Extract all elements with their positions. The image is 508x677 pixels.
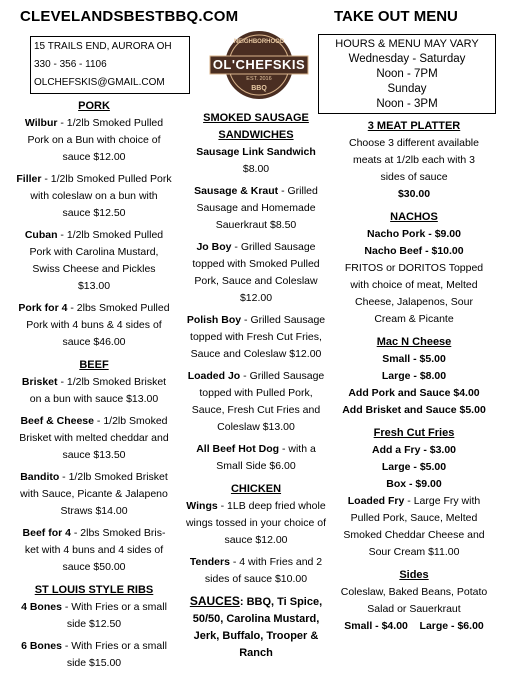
menu-item: All Beef Hot Dog - with a Small Side $6.00 [196,443,316,472]
contact-box [30,36,190,94]
sausage-heading: SMOKED SAUSAGE SANDWICHES [203,112,309,141]
ribs-heading: ST LOUIS STYLE RIBS [34,584,154,596]
menu-item: Bandito - 1/2lb Smoked Brisket with Sauce, Picante & Jalapeno Straws $14.00 [20,471,168,517]
mac-add-pork: Add Pork and Sauce $4.00 [348,387,480,399]
sides-desc: Coleslaw, Baked Beans, Potato Salad or Sauerkraut [340,586,488,615]
menu-item: Sausage & Kraut - Grilled Sausage and Homemade Sauerkraut $8.50 [194,185,318,231]
sides-prices [340,618,488,635]
chicken-heading: CHICKEN [230,483,282,495]
platter-heading: 3 MEAT PLATTER [367,120,461,132]
hours-title: HOURS & MENU MAY VARY [335,38,479,50]
menu-item: Jo Boy - Grilled Sausage topped with Smoked Pulled Pork, Sauce and Coleslaw $12.00 [192,241,320,304]
menu-item: Beef & Cheese - 1/2lb Smoked Brisket with melted cheddar and sauce $13.50 [19,415,169,461]
hours-box [318,34,496,114]
pork-heading: PORK [78,100,110,112]
sauces [184,593,328,662]
sides-large: Large - $6.00 [419,620,484,632]
middle-column [184,110,328,667]
email: OLCHEFSKIS@GMAIL.COM [34,77,165,88]
address: 15 TRAILS END, AURORA OH [34,41,172,52]
right-column [340,118,488,635]
sauces-heading: SAUCES [189,594,240,608]
menu-item: 6 Bones - With Fries or a small side $15.00 [21,640,167,669]
fries-box: Box - $9.00 [386,478,442,490]
mac-small: Small - $5.00 [382,353,446,365]
menu-item: Filler - 1/2lb Smoked Pulled Pork with coleslaw on a bun with sauce $12.50 [16,173,172,219]
menu-item: Tenders - 4 with Fries and 2 sides of sauce $10.00 [189,556,323,585]
menu-item: 4 Bones - With Fries or a small side $12.50 [21,601,167,630]
logo-est-text: EST. 2016 [246,76,272,82]
menu-item: Sausage Link Sandwich $8.00 [196,146,316,175]
sauces-list: : BBQ, Ti Spice, 50/50, Carolina Mustard, Jerk, Buffalo, Trooper & Ranch [192,596,323,659]
menu-item: Brisket - 1/2lb Smoked Brisket on a bun with sauce $13.00 [21,376,167,405]
platter-price: $30.00 [397,188,431,200]
nachos-heading: NACHOS [390,211,438,223]
macncheese-heading: Mac N Cheese [376,336,452,348]
fries-add: Add a Fry - $3.00 [371,444,457,456]
platter-desc: Choose 3 different available meats at 1/2lb each with 3 sides of sauce [349,137,479,183]
menu-item: Cuban - 1/2lb Smoked Pulled Pork with Carolina Mustard, Swiss Cheese and Pickles $13.00 [24,229,164,292]
logo-main-text: OL'CHEFSKIS [212,57,306,72]
nachos-desc: FRITOS or DORITOS Topped with choice of meat, Melted Cheese, Jalapenos, Sour Cream & Picante [344,262,484,325]
left-column [16,98,172,677]
logo-top-text: NEIGHBORHOOD [233,39,285,45]
fries-large: Large - $5.00 [381,461,447,473]
mac-large: Large - $8.00 [381,370,447,382]
logo [208,30,310,100]
hours-line: Sunday [387,83,427,95]
beef-heading: BEEF [79,359,109,371]
phone: 330 - 356 - 1106 [34,59,107,70]
website-url: CLEVELANDSBESTBBQ.COM [20,8,239,25]
hours-line: Noon - 7PM [376,68,438,80]
nacho-beef: Nacho Beef - $10.00 [364,245,464,257]
menu-item: Beef for 4 - 2lbs Smoked Bris-ket with 4 buns and 4 sides of sauce $50.00 [22,527,166,573]
sides-heading: Sides [399,569,429,581]
hours-line: Wednesday - Saturday [348,53,466,65]
menu-item: Pork for 4 - 2lbs Smoked Pulled Pork with 4 buns & 4 sides of sauce $46.00 [18,302,170,348]
menu-title: TAKE OUT MENU [334,8,458,25]
menu-item: Wilbur - 1/2lb Smoked Pulled Pork on a Bun with choice of sauce $12.00 [24,117,164,163]
menu-item: Wings - 1LB deep fried whole wings tossed in your choice of sauce $12.00 [185,500,327,546]
hours-line: Noon - 3PM [376,98,438,110]
sides-small: Small - $4.00 [344,620,408,632]
menu-item: Loaded Jo - Grilled Sausage topped with Pulled Pork, Sauce, Fresh Cut Fries and Coleslaw $13.00 [187,370,325,433]
loaded-fry: Loaded Fry - Large Fry with Pulled Pork, Sauce, Melted Smoked Cheddar Cheese and Sour Cream $11.00 [343,495,485,558]
fries-heading: Fresh Cut Fries [373,427,455,439]
nacho-pork: Nacho Pork - $9.00 [367,228,461,240]
menu-item: Polish Boy - Grilled Sausage topped with Fresh Cut Fries, Sauce and Coleslaw $12.00 [186,314,326,360]
mac-add-brisket: Add Brisket and Sauce $5.00 [342,404,486,416]
logo-bottom-text: BBQ [251,85,267,92]
